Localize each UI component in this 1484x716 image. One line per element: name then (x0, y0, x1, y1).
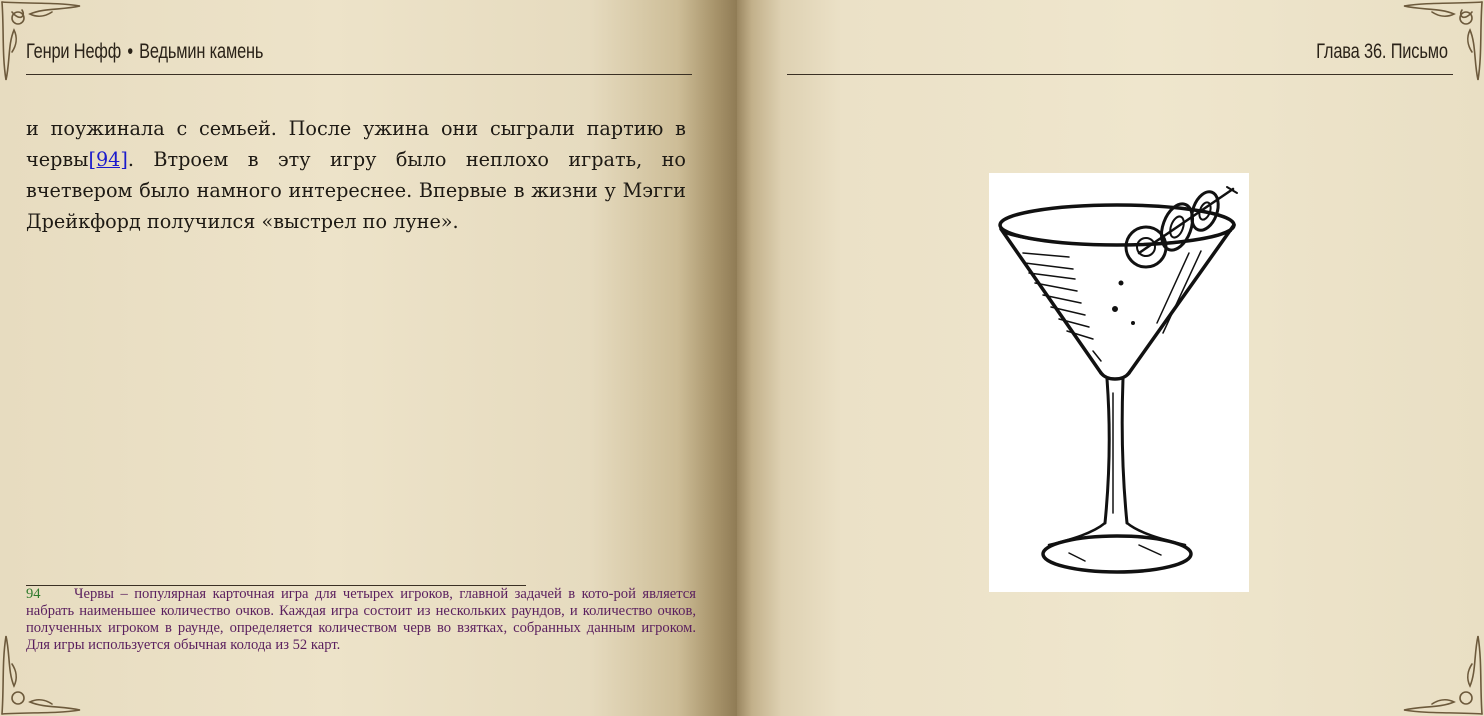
header-separator: • (127, 40, 133, 63)
chapter-title: Глава 36. Письмо (1316, 40, 1448, 63)
page-body-text (26, 113, 686, 237)
footnote-94 (26, 586, 696, 654)
author-name: Генри Нефф (26, 40, 122, 63)
footnote-number[interactable]: 94 (26, 586, 41, 602)
right-page[interactable] (737, 0, 1484, 716)
body-text-start: и поужинала с семьей. После ужина они сыграли партию в червы (26, 117, 686, 171)
footnote-text: Червы – популярная карточная игра для четырех игроков, главной задачей в кото-рой является набрать наименьшее количество очков. Каждая игра состоит из нескольких раундов, и количество очков, полученных игроком в раунде, определяется количеством черв во взятках, собранных данным игроком. Для игры используется обычная колода из 52 карт. (26, 586, 696, 653)
martini-glass-with-olives-icon (989, 173, 1249, 592)
book-title: Ведьмин камень (139, 40, 264, 63)
corner-ornament-bottom-right-icon (1394, 626, 1484, 716)
body-text-end: . Втроем в эту игру было неплохо играть, но вчетвером было намного интереснее. Впервые в жизни у Мэгги Дрейкфорд получился «выстрел по луне». (26, 148, 686, 233)
chapter-illustration (989, 173, 1249, 592)
left-page[interactable] (0, 0, 737, 716)
header-divider-left (26, 74, 692, 75)
running-header-right (1316, 40, 1448, 64)
footnote-link-94[interactable]: [94] (88, 148, 128, 171)
running-header-left (26, 40, 263, 64)
header-divider-right (787, 74, 1453, 75)
